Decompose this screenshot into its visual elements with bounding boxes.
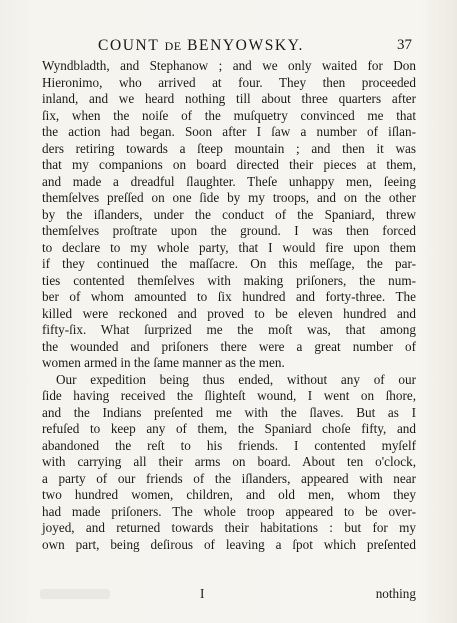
text-line: Hieronimo, who arrived at four. They then proceeded — [42, 74, 416, 90]
text-line: ſix, when the noiſe of the muſquetry convinced me that — [42, 107, 416, 123]
text-line: ſide having received the ſlighteſt wound, I went on ſhore, — [42, 388, 416, 403]
text-line: fifty-ſix. What ſurprized me the moſt was, that among — [42, 322, 416, 337]
text-line: own part, being deſirous of leaving a ſpot which preſented — [42, 536, 416, 552]
catchword: nothing — [375, 586, 416, 601]
running-head-de: DE — [164, 39, 182, 53]
text-line: a party of our friends of the iſlanders, appeared with near — [42, 470, 416, 486]
text-line: refuſed to keep any of them, the Spaniard choſe fifty, and — [42, 421, 416, 436]
text-line: Wyndbladth, and Stephanow ; and we only waited for Don — [42, 58, 416, 73]
paragraph-start-line: Our expedition being thus ended, without any of our — [56, 371, 416, 387]
text-line: inland, and we heard nothing till about three quarters after — [42, 91, 416, 106]
text-line: abandoned the reſt to his friends. I contented myſelf — [42, 437, 416, 453]
text-line: themſelves proſtrate upon the ground. I was then forced — [42, 223, 416, 238]
signature-mark: I — [200, 586, 205, 601]
body-text — [42, 58, 416, 553]
text-line: two hundred women, children, and old men, whom they — [42, 487, 416, 502]
text-line: and made a dreadful ſlaughter. Theſe unhappy men, ſeeing — [42, 173, 416, 189]
text-line: the wounded and priſoners there were a great number of — [42, 338, 416, 354]
text-line: that my companions on board directed their pieces at them, — [42, 157, 416, 172]
running-head-name: BENYOWSKY. — [187, 37, 304, 54]
text-line: ber of whom amounted to ſix hundred and forty-three. The — [42, 289, 416, 304]
text-line: to declare to my whole party, that I would fire upon them — [42, 239, 416, 255]
text-line: had made priſoners. The whole troop appeared to be over- — [42, 503, 416, 519]
text-line: ties contented themſelves with making priſoners, the num- — [42, 272, 416, 288]
text-line: women armed in the ſame manner as the men. — [42, 355, 285, 370]
page-number: 37 — [397, 37, 412, 53]
running-head — [98, 37, 304, 55]
text-line: killed were reckoned and proved to be eleven hundred and — [42, 305, 416, 321]
text-line: with carrying all their arms on board. About ten o'clock, — [42, 454, 416, 469]
text-line: ders retiring towards a ſteep mountain ; and then it was — [42, 140, 416, 156]
text-line: if they continued the maſſacre. On this meſſage, the par- — [42, 256, 416, 271]
page-footer — [42, 586, 416, 604]
page-header — [40, 37, 412, 55]
text-line: themſelves preſſed on one ſide by my troops, and on the other — [42, 190, 416, 205]
text-line: by the iſlanders, under the conduct of the Spaniard, threw — [42, 206, 416, 222]
text-line: and the Indians preſented me with the ſlaves. But as I — [42, 404, 416, 420]
text-line: joyed, and returned towards their habitations : but for my — [42, 520, 416, 535]
running-head-count: COUNT — [98, 37, 160, 54]
text-line: the action had began. Soon after I ſaw a number of iſlan- — [42, 124, 416, 139]
